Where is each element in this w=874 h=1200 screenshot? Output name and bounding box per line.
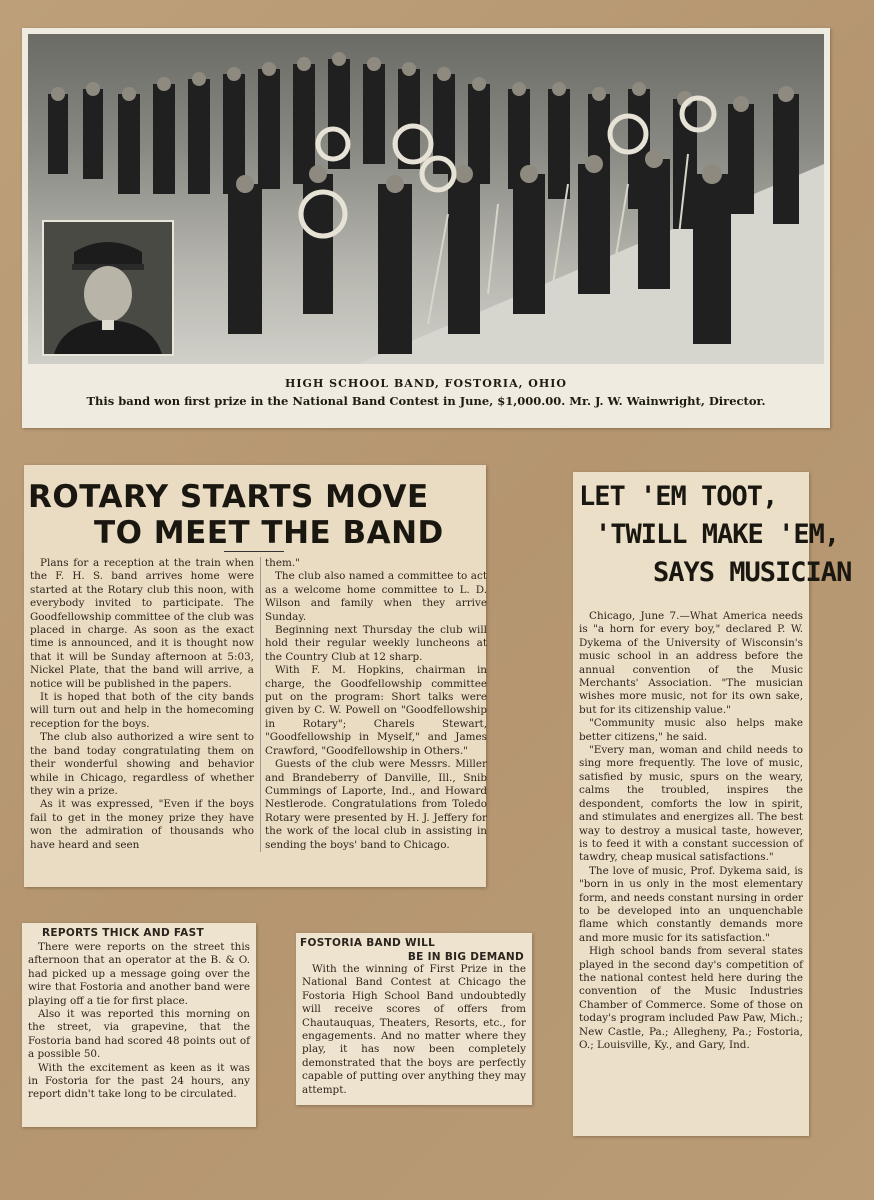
rotary-paragraph: them." (265, 557, 300, 569)
rotary-paragraph: The club also authorized a wire sent to the band today congratulating them on their wonderful showing and behavior while in Chicago, regardless of whether they win a prize. (30, 731, 254, 797)
reports-headline: REPORTS THICK AND FAST (42, 927, 204, 939)
headline-rule (224, 551, 284, 552)
rotary-column-1 (30, 557, 254, 852)
reports-paragraph: There were reports on the street this afternoon that an operator at the B. & O. had picked up a message going over the wire that Fostoria and another band were playing off a tie for first place. (28, 941, 250, 1007)
musician-paragraph: "Every man, woman and child needs to sing more frequently. The love of music, satisfied by music, spurs on the weary, calms the troubled, inspires the despondent, comforts the low in spirit, and stimulates and energizes all. The best way to destroy a musical taste, however, is to feed it with a constant succession of tawdry, cheap musical satisfactions." (579, 744, 803, 864)
musician-headline-line1: LET 'EM TOOT, (579, 481, 778, 512)
musician-headline (573, 478, 852, 592)
reports-paragraph: With the excitement as keen as it was in Fostoria for the past 24 hours, any report didn't take long to be circulated. (28, 1061, 250, 1101)
band-photo-clipping (22, 28, 830, 428)
photo-caption-text: This band won first prize in the National Band Contest in June, $1,000.00. Mr. J. W. Wainwright, Director. (86, 394, 766, 408)
demand-headline-line2: BE IN BIG DEMAND (407, 951, 524, 963)
musician-body (579, 610, 803, 1052)
rotary-paragraph: The club also named a committee to act as a welcome home committee to L. D. Wilson and family when they arrive Sunday. (265, 570, 487, 623)
musician-paragraph: Chicago, June 7.—What America needs is "a horn for every boy," declared P. W. Dykema of the University of Wisconsin's music school in an address before the annual convention of the Music Merchants' Association. "The musician wishes more music, not for its own sake, but for its citizenship value." (579, 610, 803, 716)
musician-paragraph: "Community music also helps make better citizens," he said. (579, 717, 803, 743)
photo-caption-title: HIGH SCHOOL BAND, FOSTORIA, OHIO (285, 377, 567, 390)
rotary-column-2 (260, 557, 487, 852)
rotary-paragraph: Beginning next Thursday the club will hold their regular weekly luncheons at the Country Club at 12 sharp. (265, 624, 487, 663)
rotary-article (24, 465, 486, 887)
musician-article (573, 472, 852, 1136)
rotary-paragraph: As it was expressed, "Even if the boys fail to get in the money prize they have won the admiration of thousands who have heard and seen (30, 798, 254, 851)
rotary-paragraph: With F. M. Hopkins, chairman in charge, the Goodfellowship committee put on the program: Short talks were given by C. W. Powell on "Goodfellowship in Rotary"; Charels Stewart, "Goodfellowship in Myself," and James Crawford, "Goodfellowship in Others." (265, 664, 487, 757)
reports-paragraph: Also it was reported this morning on the street, via grapevine, that the Fostoria band had scored 48 points out of a possible 50. (28, 1008, 250, 1061)
demand-clipping (296, 933, 532, 1105)
demand-body (302, 963, 526, 1097)
musician-headline-line2: 'TWILL MAKE 'EM, (595, 519, 840, 550)
rotary-paragraph: Guests of the club were Messrs. Miller and Brandeberry of Danville, Ill., Snib Cummings of Laporte, Ind., and Howard Nestlerode. Congratulations from Toledo Rotary were presented by H. J. Jeffery for the work of the local club in assisting in sending the boys' band to Chicago. (265, 758, 487, 851)
director-portrait (42, 220, 174, 356)
rotary-headline-line2: TO MEET THE BAND (94, 515, 444, 551)
demand-headline-line1: FOSTORIA BAND WILL (300, 937, 436, 949)
musician-headline-line3: SAYS MUSICIAN (653, 557, 852, 588)
musician-paragraph: High school bands from several states played in the second day's competition of the national contest held here during the convention of the Music Industries Chamber of Commerce. Some of those on today's program included Paw Paw, Mich.; New Castle, Pa.; Allegheny, Pa.; Fostoria, O.; Louisville, Ky., and Gary, Ind. (579, 945, 803, 1051)
demand-paragraph: With the winning of First Prize in the National Band Contest at Chicago the Fostoria High School Band undoubtedly will receive scores of offers from Chautauquas, Theaters, Resorts, etc., for engagements. And no matter where they play, it has now been completely demonstrated that the boys are perfectly capable of putting over anything they may attempt. (302, 963, 526, 1096)
reports-body (28, 941, 250, 1102)
reports-clipping (22, 923, 256, 1127)
rotary-headline-line1: ROTARY STARTS MOVE (28, 479, 429, 515)
rotary-paragraph: Plans for a reception at the train when the F. H. S. band arrives home were started at the Rotary club this noon, with everybody invited to participate. The Goodfellowship committee of the club was placed in charge. As soon as the exact time is announced, and it is thought now that it will be Sunday afternoon at 5:03, Nickel Plate, that the band will arrive, a notice will be published in the papers. (30, 557, 254, 690)
musician-paragraph: The love of music, Prof. Dykema said, is "born in us only in the most elementary form, and needs constant nursing in order to be developed into an unquenchable flame which constantly demands more and more music for its satisfaction." (579, 864, 803, 944)
rotary-paragraph: It is hoped that both of the city bands will turn out and help in the homecoming reception for the boys. (30, 691, 254, 730)
band-photo (28, 34, 824, 364)
